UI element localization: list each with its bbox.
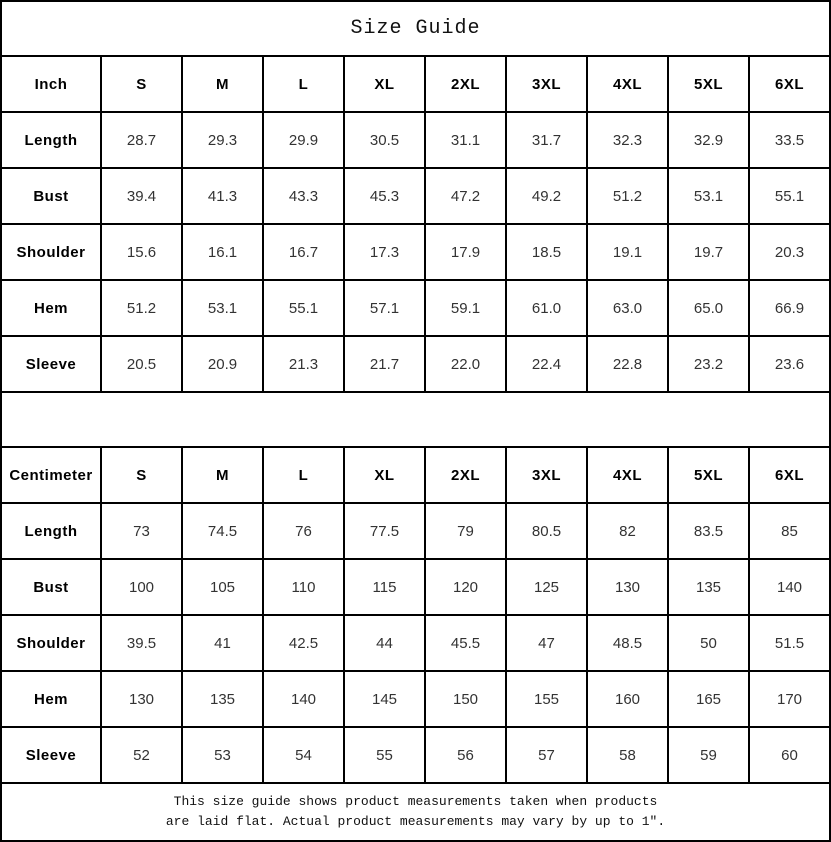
value-cell: 20.5: [102, 337, 181, 391]
value-cell: 41.3: [183, 169, 262, 223]
value-cell: 57.1: [345, 281, 424, 335]
value-cell: 51.2: [102, 281, 181, 335]
value-cell: 30.5: [345, 113, 424, 167]
value-cell: 55.1: [750, 169, 829, 223]
page-title: Size Guide: [350, 17, 481, 40]
value-cell: 47: [507, 616, 586, 670]
value-cell: 17.9: [426, 225, 505, 279]
size-header-cell: M: [183, 57, 262, 111]
row-label-cell: Length: [2, 504, 100, 558]
value-cell: 55.1: [264, 281, 343, 335]
value-cell: 76: [264, 504, 343, 558]
value-cell: 170: [750, 672, 829, 726]
row-label-cell: Bust: [2, 560, 100, 614]
value-cell: 20.3: [750, 225, 829, 279]
value-cell: 43.3: [264, 169, 343, 223]
value-cell: 33.5: [750, 113, 829, 167]
value-cell: 135: [183, 672, 262, 726]
size-guide-title-row: [2, 2, 829, 57]
value-cell: 19.1: [588, 225, 667, 279]
value-cell: 79: [426, 504, 505, 558]
value-cell: 50: [669, 616, 748, 670]
value-cell: 51.5: [750, 616, 829, 670]
value-cell: 57: [507, 728, 586, 782]
value-cell: 80.5: [507, 504, 586, 558]
size-header-cell: L: [264, 448, 343, 502]
value-cell: 45.3: [345, 169, 424, 223]
row-label-cell: Shoulder: [2, 225, 100, 279]
value-cell: 55: [345, 728, 424, 782]
row-label-cell: Length: [2, 113, 100, 167]
value-cell: 44: [345, 616, 424, 670]
size-header-cell: 2XL: [426, 57, 505, 111]
value-cell: 52: [102, 728, 181, 782]
value-cell: 135: [669, 560, 748, 614]
value-cell: 48.5: [588, 616, 667, 670]
value-cell: 45.5: [426, 616, 505, 670]
value-cell: 120: [426, 560, 505, 614]
value-cell: 22.4: [507, 337, 586, 391]
size-header-cell: 4XL: [588, 448, 667, 502]
row-label-cell: Bust: [2, 169, 100, 223]
value-cell: 110: [264, 560, 343, 614]
value-cell: 21.3: [264, 337, 343, 391]
value-cell: 42.5: [264, 616, 343, 670]
value-cell: 165: [669, 672, 748, 726]
value-cell: 21.7: [345, 337, 424, 391]
value-cell: 59: [669, 728, 748, 782]
value-cell: 39.4: [102, 169, 181, 223]
value-cell: 31.1: [426, 113, 505, 167]
size-header-cell: M: [183, 448, 262, 502]
value-cell: 140: [264, 672, 343, 726]
value-cell: 61.0: [507, 281, 586, 335]
row-label-cell: Hem: [2, 281, 100, 335]
table-spacer: [2, 393, 829, 448]
size-header-cell: S: [102, 57, 181, 111]
value-cell: 73: [102, 504, 181, 558]
value-cell: 63.0: [588, 281, 667, 335]
value-cell: 125: [507, 560, 586, 614]
value-cell: 59.1: [426, 281, 505, 335]
footer-note: [2, 784, 829, 840]
size-header-cell: 3XL: [507, 448, 586, 502]
footer-line-2: are laid flat. Actual product measurements may vary by up to 1″.: [165, 814, 666, 829]
value-cell: 23.6: [750, 337, 829, 391]
value-cell: 54: [264, 728, 343, 782]
centimeter-size-table: [2, 448, 829, 784]
value-cell: 17.3: [345, 225, 424, 279]
value-cell: 41: [183, 616, 262, 670]
value-cell: 32.9: [669, 113, 748, 167]
row-label-cell: Sleeve: [2, 337, 100, 391]
value-cell: 100: [102, 560, 181, 614]
value-cell: 53.1: [669, 169, 748, 223]
value-cell: 115: [345, 560, 424, 614]
value-cell: 74.5: [183, 504, 262, 558]
value-cell: 16.7: [264, 225, 343, 279]
value-cell: 18.5: [507, 225, 586, 279]
row-label-cell: Shoulder: [2, 616, 100, 670]
value-cell: 53.1: [183, 281, 262, 335]
unit-header-cell: Inch: [2, 57, 100, 111]
unit-header-cell: Centimeter: [2, 448, 100, 502]
value-cell: 83.5: [669, 504, 748, 558]
value-cell: 32.3: [588, 113, 667, 167]
value-cell: 53: [183, 728, 262, 782]
value-cell: 47.2: [426, 169, 505, 223]
size-header-cell: XL: [345, 448, 424, 502]
value-cell: 85: [750, 504, 829, 558]
value-cell: 130: [588, 560, 667, 614]
size-header-cell: 4XL: [588, 57, 667, 111]
size-header-cell: 3XL: [507, 57, 586, 111]
footer-line-1: This size guide shows product measurements taken when products: [173, 794, 658, 809]
value-cell: 22.8: [588, 337, 667, 391]
value-cell: 31.7: [507, 113, 586, 167]
value-cell: 77.5: [345, 504, 424, 558]
value-cell: 20.9: [183, 337, 262, 391]
size-header-cell: S: [102, 448, 181, 502]
value-cell: 28.7: [102, 113, 181, 167]
size-header-cell: 5XL: [669, 448, 748, 502]
size-header-cell: 5XL: [669, 57, 748, 111]
value-cell: 29.3: [183, 113, 262, 167]
value-cell: 51.2: [588, 169, 667, 223]
value-cell: 49.2: [507, 169, 586, 223]
value-cell: 145: [345, 672, 424, 726]
value-cell: 66.9: [750, 281, 829, 335]
value-cell: 16.1: [183, 225, 262, 279]
size-header-cell: 6XL: [750, 57, 829, 111]
size-header-cell: XL: [345, 57, 424, 111]
row-label-cell: Sleeve: [2, 728, 100, 782]
value-cell: 15.6: [102, 225, 181, 279]
value-cell: 140: [750, 560, 829, 614]
value-cell: 22.0: [426, 337, 505, 391]
value-cell: 56: [426, 728, 505, 782]
inch-size-table: [2, 57, 829, 393]
value-cell: 155: [507, 672, 586, 726]
value-cell: 23.2: [669, 337, 748, 391]
value-cell: 105: [183, 560, 262, 614]
size-header-cell: 6XL: [750, 448, 829, 502]
value-cell: 29.9: [264, 113, 343, 167]
value-cell: 160: [588, 672, 667, 726]
value-cell: 58: [588, 728, 667, 782]
value-cell: 150: [426, 672, 505, 726]
value-cell: 130: [102, 672, 181, 726]
row-label-cell: Hem: [2, 672, 100, 726]
value-cell: 39.5: [102, 616, 181, 670]
value-cell: 19.7: [669, 225, 748, 279]
value-cell: 65.0: [669, 281, 748, 335]
size-header-cell: 2XL: [426, 448, 505, 502]
value-cell: 82: [588, 504, 667, 558]
value-cell: 60: [750, 728, 829, 782]
size-header-cell: L: [264, 57, 343, 111]
